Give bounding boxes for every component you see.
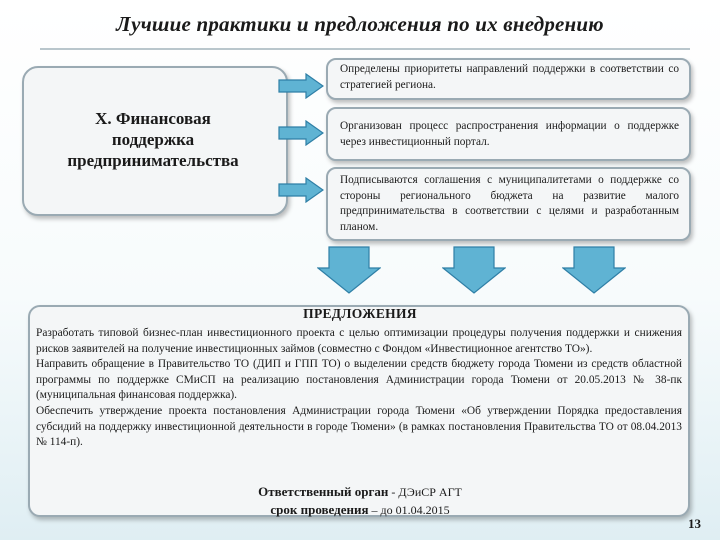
responsible-block [0, 483, 720, 519]
page-title: Лучшие практики и предложения по их внедрению [116, 12, 604, 36]
practice-box-2: Организован процесс распространения информации о поддержке через инвестиционный портал. [326, 107, 691, 161]
deadline-label: срок проведения [270, 502, 369, 517]
proposal-item: Направить обращение в Правительство ТО (ДИП и ГПП ТО) о выделении средств бюджету города Тюмени из средств областной программы по поддержке СМиСП на реализацию постановления Администрации города Тюмени от 20.05.2013 № 38-пк (муниципальная финансовая поддержка). [36, 358, 682, 402]
proposals-title: ПРЕДЛОЖЕНИЯ [303, 306, 417, 321]
practice-box-1: Определены приоритеты направлений поддержки в соответствии со стратегией региона. [326, 58, 691, 100]
category-label [22, 108, 284, 171]
title-divider [40, 48, 690, 50]
deadline-line [0, 501, 720, 519]
right-arrow-icon [278, 73, 324, 99]
proposals-text [36, 326, 682, 451]
down-arrow-icon [562, 246, 626, 294]
right-arrow-icon [278, 120, 324, 146]
category-label-line2: поддержка [111, 130, 195, 149]
practice-box-3: Подписываются соглашения с муниципалитетами о поддержке со стороны регионального бюджета на развитие малого предпринимательства в соответствии с целями и разработанным планом. [326, 167, 691, 241]
responsible-value: - ДЭиСР АГТ [388, 485, 462, 499]
proposal-item: Разработать типовой бизнес-план инвестиционного проекта с целью оптимизации процедуры получения поддержки и снижения рисков заявителей на получение инвестиционных займов (совместно с Фондом «Инвестиционное агентство ТО»). [36, 327, 682, 355]
proposal-item: Обеспечить утверждение проекта постановления Администрации города Тюмени «Об утверждении Порядка предоставления субсидий на поддержку инвестиционной деятельности в городе Тюмени» (в рамках постановления Правительства ТО от 08.04.2013 № 114-п). [36, 404, 682, 449]
category-label-line1: X. Финансовая [95, 109, 211, 128]
responsible-label: Ответственный орган [258, 484, 389, 499]
right-arrow-icon [278, 177, 324, 203]
page-number: 13 [688, 516, 701, 531]
deadline-value: – до 01.04.2015 [368, 503, 450, 517]
category-label-line3: предпринимательства [67, 151, 239, 170]
down-arrow-icon [442, 246, 506, 294]
down-arrow-icon [317, 246, 381, 294]
responsible-line [0, 483, 720, 501]
